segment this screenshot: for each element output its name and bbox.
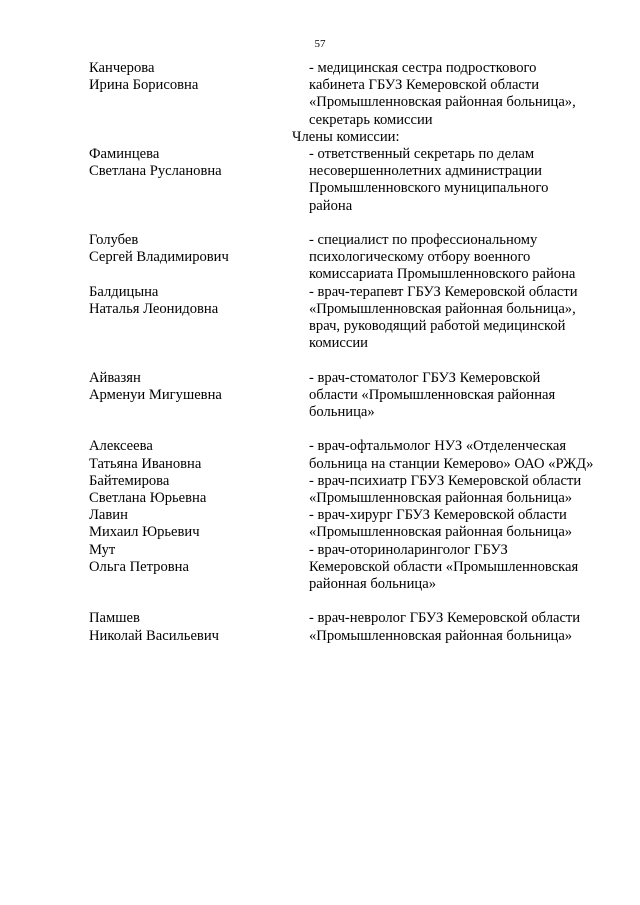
- surname: Балдицына: [89, 283, 159, 300]
- role-line: - врач-стоматолог ГБУЗ Кемеровской: [309, 369, 541, 386]
- member-entry: [89, 542, 609, 594]
- role-line: больница»: [309, 404, 375, 421]
- role-line: Кемеровской области «Промышленновская: [309, 558, 579, 575]
- role-line: - врач-психиатр ГБУЗ Кемеровской области: [309, 472, 582, 489]
- role-line: района: [309, 197, 353, 214]
- first-patronymic: Светлана Юрьевна: [89, 490, 207, 507]
- role-line: - медицинская сестра подросткового: [309, 60, 537, 76]
- surname: Алексеева: [89, 438, 153, 455]
- person-name: [89, 60, 309, 94]
- first-patronymic: Ольга Петровна: [89, 558, 189, 575]
- members-heading: Члены комиссии:: [292, 128, 400, 145]
- first-patronymic: Сергей Владимирович: [89, 249, 229, 266]
- role-line: области «Промышленновская районная: [309, 386, 556, 403]
- first-patronymic: Татьяна Ивановна: [89, 455, 202, 472]
- person-name: [89, 542, 309, 576]
- role-line: «Промышленновская районная больница»: [309, 490, 573, 507]
- surname: Памшев: [89, 610, 140, 627]
- role-line: психологическому отбору военного: [309, 249, 531, 266]
- person-name: [89, 232, 309, 266]
- person-role: [309, 284, 609, 353]
- role-line: - врач-хирург ГБУЗ Кемеровской области: [309, 507, 567, 524]
- person-role: [309, 370, 609, 422]
- member-entry: [89, 284, 609, 353]
- member-entry: [89, 507, 609, 541]
- role-line: - специалист по профессиональному: [309, 232, 538, 249]
- role-line: районная больница»: [309, 576, 437, 593]
- role-line: комиссариата Промышленновского района: [309, 266, 576, 283]
- member-entry: [89, 610, 609, 644]
- role-line: комиссии: [309, 335, 368, 352]
- member-entry: [89, 146, 609, 215]
- role-line: - ответственный секретарь по делам: [309, 146, 535, 163]
- role-line: секретарь комиссии: [309, 111, 433, 128]
- role-line: Промышленновского муниципального: [309, 180, 549, 197]
- person-role: [309, 542, 609, 594]
- first-patronymic: Михаил Юрьевич: [89, 524, 200, 541]
- member-entry: [89, 370, 609, 422]
- role-line: «Промышленновская районная больница»,: [309, 300, 576, 317]
- role-line: «Промышленновская районная больница»,: [309, 94, 576, 111]
- role-line: больница на станции Кемерово» ОАО «РЖД»: [309, 455, 594, 472]
- person-name: [89, 610, 309, 644]
- person-name: [89, 473, 309, 507]
- person-role: [309, 232, 609, 284]
- person-role: [309, 146, 609, 215]
- person-name: [89, 370, 309, 404]
- surname: Фаминцева: [89, 146, 160, 163]
- first-patronymic: Ирина Борисовна: [89, 77, 199, 94]
- person-role: [309, 610, 609, 644]
- person-role: [309, 507, 609, 541]
- member-entry: [89, 438, 609, 472]
- page-number: 57: [314, 38, 326, 50]
- role-line: «Промышленновская районная больница»: [309, 627, 573, 644]
- role-line: «Промышленновская районная больница»: [309, 524, 573, 541]
- surname: Байтемирова: [89, 472, 170, 489]
- first-patronymic: Николай Васильевич: [89, 627, 219, 644]
- secretary-entry: [89, 60, 609, 129]
- surname: Айвазян: [89, 369, 141, 386]
- surname: Лавин: [89, 507, 128, 524]
- first-patronymic: Светлана Руслановна: [89, 163, 222, 180]
- person-name: [89, 507, 309, 541]
- person-role: [309, 60, 609, 129]
- surname: Голубев: [89, 232, 139, 249]
- member-entry: [89, 232, 609, 284]
- role-line: - врач-невролог ГБУЗ Кемеровской области: [309, 610, 581, 627]
- person-role: [309, 438, 609, 472]
- surname: Мут: [89, 541, 116, 558]
- role-line: - врач-терапевт ГБУЗ Кемеровской области: [309, 283, 578, 300]
- role-line: кабинета ГБУЗ Кемеровской области: [309, 77, 540, 94]
- person-role: [309, 473, 609, 507]
- person-name: [89, 146, 309, 180]
- surname: Канчерова: [89, 60, 155, 76]
- role-line: врач, руководящий работой медицинской: [309, 318, 566, 335]
- first-patronymic: Арменуи Мигушевна: [89, 386, 222, 403]
- role-line: - врач-оториноларинголог ГБУЗ: [309, 541, 508, 558]
- person-name: [89, 438, 309, 472]
- member-entry: [89, 473, 609, 507]
- first-patronymic: Наталья Леонидовна: [89, 300, 219, 317]
- person-name: [89, 284, 309, 318]
- role-line: - врач-офтальмолог НУЗ «Отделенческая: [309, 438, 567, 455]
- commission-list: [89, 60, 609, 645]
- role-line: несовершеннолетних администрации: [309, 163, 542, 180]
